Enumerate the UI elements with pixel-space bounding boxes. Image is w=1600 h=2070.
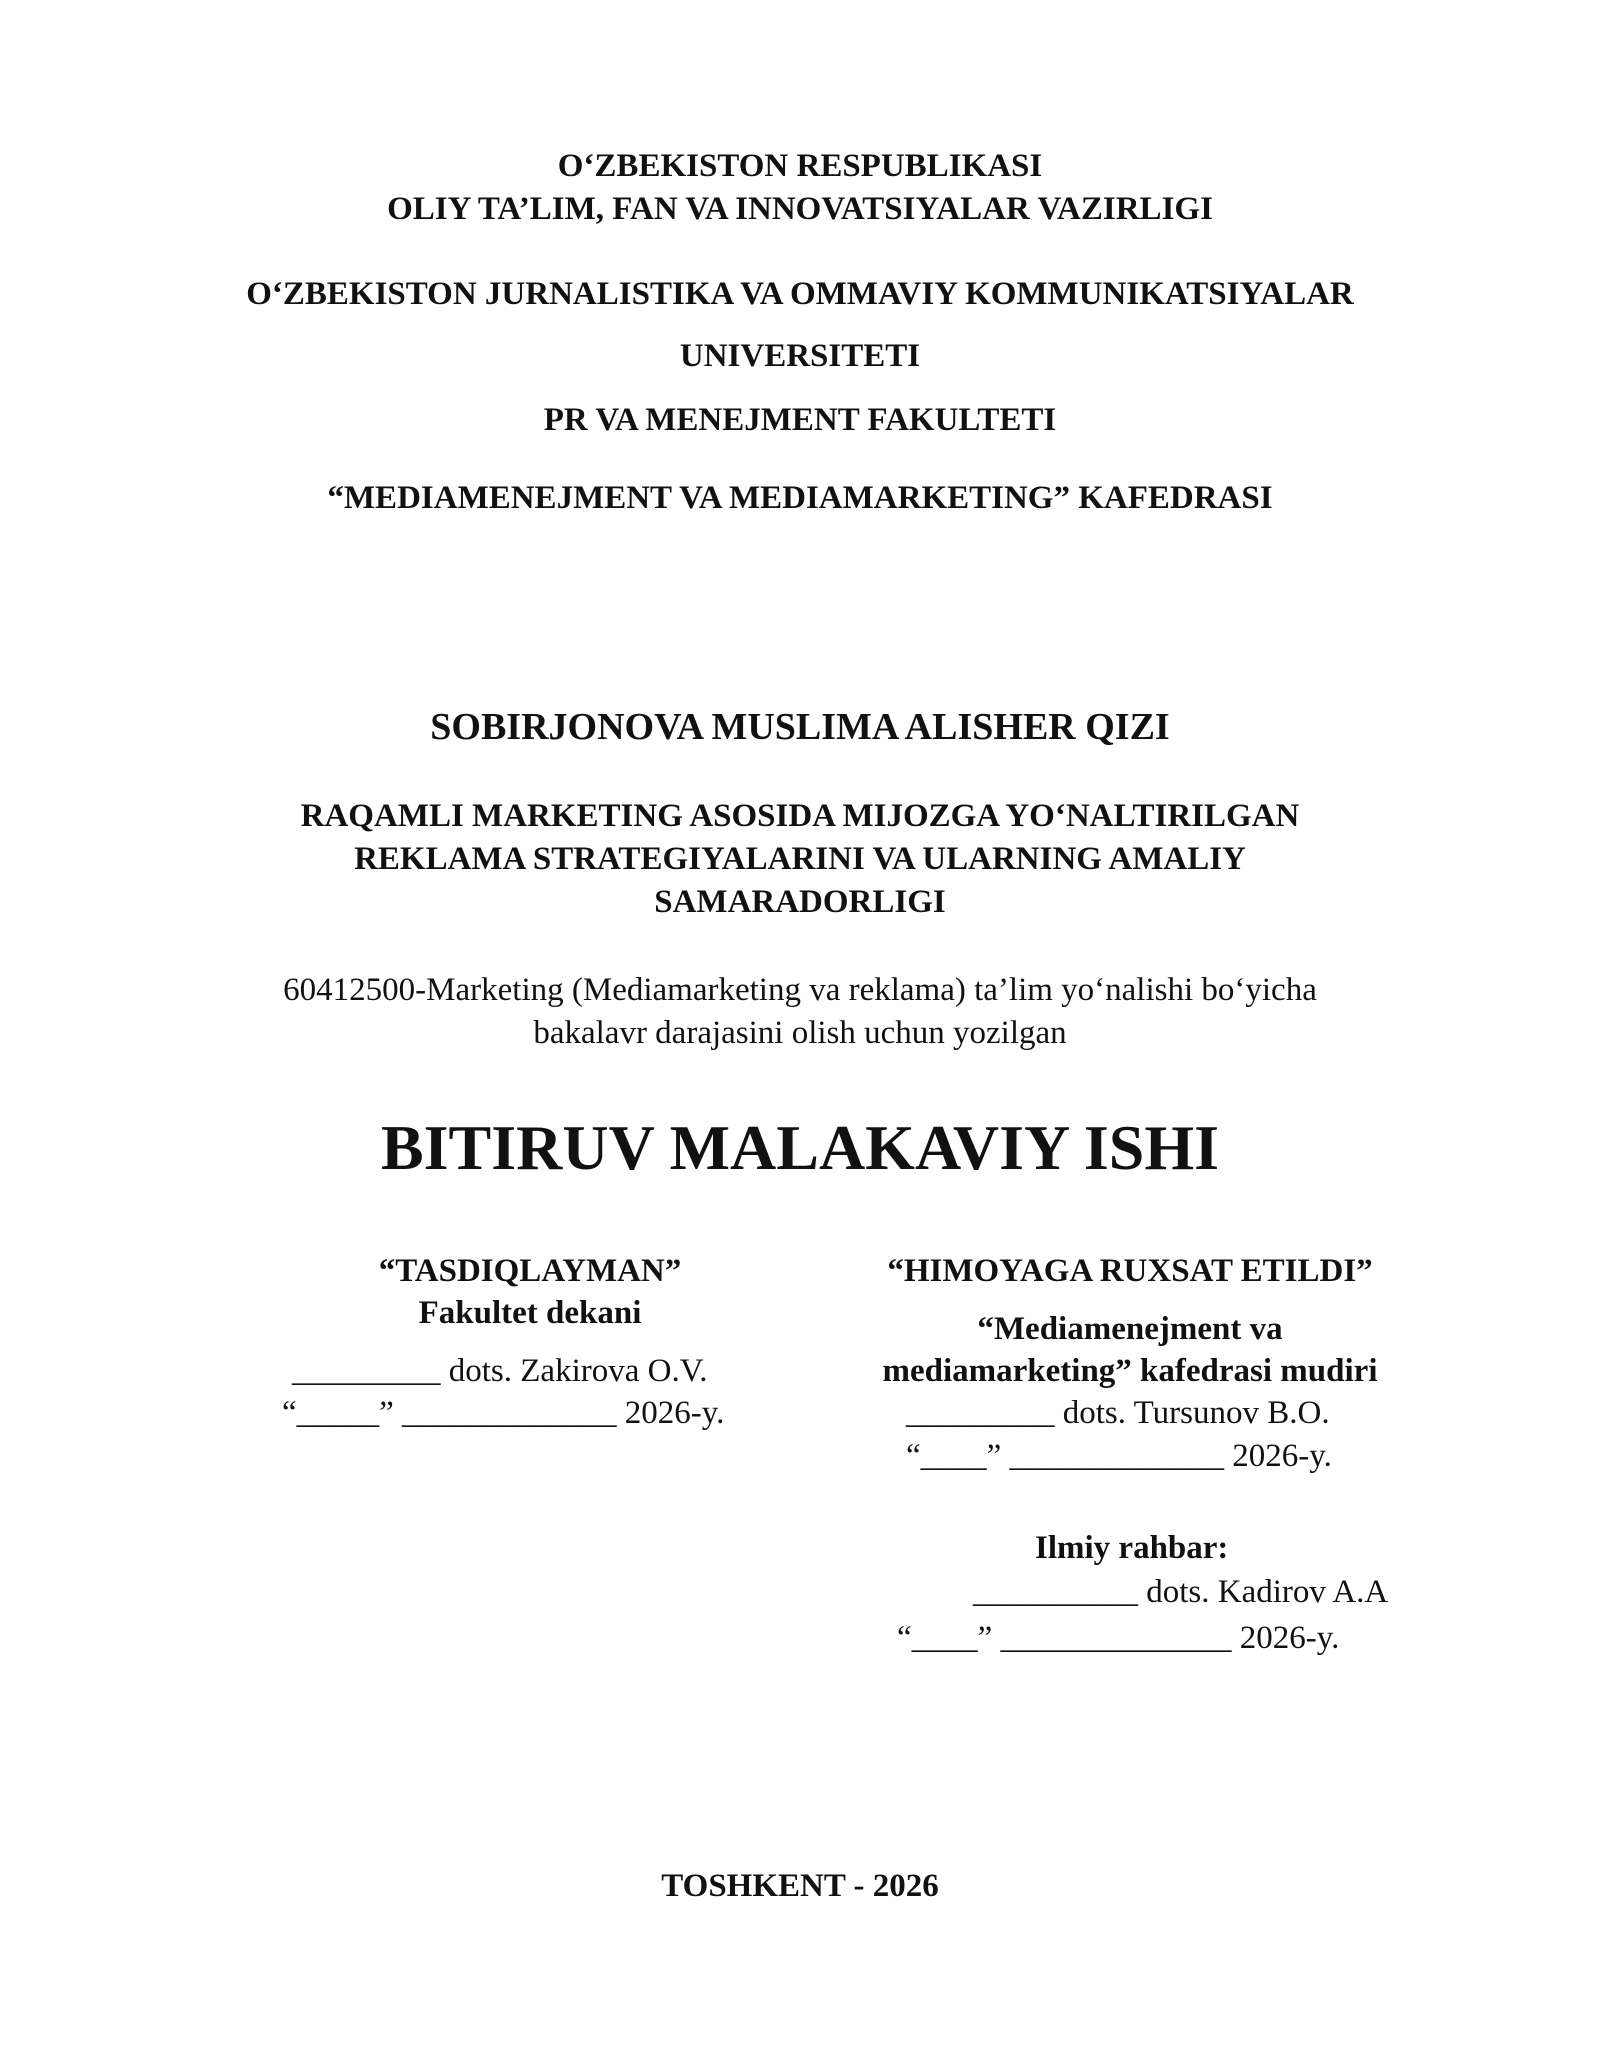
country-line: O‘ZBEKISTON RESPUBLIKASI	[557, 148, 1043, 184]
specialty-line-2: bakalavr darajasini olish uchun yozilgan	[533, 1015, 1067, 1051]
approval-right-heading: “HIMOYAGA RUXSAT ETILDI”	[887, 1253, 1373, 1289]
approval-right-date: “____” _____________ 2026-y.	[906, 1438, 1332, 1474]
topic-line-1: RAQAMLI MARKETING ASOSIDA MIJOZGA YO‘NALTIRILGAN	[300, 798, 1300, 834]
supervisor-heading: Ilmiy rahbar:	[1035, 1530, 1229, 1566]
approval-left-date: “_____” _____________ 2026-y.	[282, 1395, 725, 1431]
approval-right-role-1: “Mediamenejment va	[977, 1311, 1283, 1347]
topic-line-2: REKLAMA STRATEGIYALARINI VA ULARNING AMALIY	[354, 841, 1246, 877]
university-line-1: O‘ZBEKISTON JURNALISTIKA VA OMMAVIY KOMMUNIKATSIYALAR	[246, 276, 1354, 312]
approval-right-signature: _________ dots. Tursunov B.O.	[906, 1395, 1330, 1431]
department-line: “MEDIAMENEJMENT VA MEDIAMARKETING” KAFEDRASI	[327, 480, 1273, 516]
faculty-line: PR VA MENEJMENT FAKULTETI	[543, 402, 1057, 438]
university-line-2: UNIVERSITETI	[679, 338, 921, 374]
ministry-line: OLIY TA’LIM, FAN VA INNOVATSIYALAR VAZIRLIGI	[387, 191, 1213, 227]
supervisor-signature: __________ dots. Kadirov A.A	[973, 1574, 1389, 1610]
approval-left-heading: “TASDIQLAYMAN”	[378, 1253, 682, 1289]
specialty-line-1: 60412500-Marketing (Mediamarketing va reklama) ta’lim yo‘nalishi bo‘yicha	[283, 972, 1317, 1008]
supervisor-date: “____” ______________ 2026-y.	[897, 1620, 1340, 1656]
approval-left-role: Fakultet dekani	[418, 1295, 642, 1331]
work-type-title: BITIRUV MALAKAVIY ISHI	[380, 1112, 1220, 1183]
author-name: SOBIRJONOVA MUSLIMA ALISHER QIZI	[430, 706, 1170, 748]
approval-right-role-2: mediamarketing” kafedrasi mudiri	[882, 1353, 1378, 1389]
approval-left-signature: _________ dots. Zakirova O.V.	[292, 1353, 708, 1389]
city-year-footer: TOSHKENT - 2026	[661, 1868, 939, 1904]
topic-line-3: SAMARADORLIGI	[654, 884, 946, 920]
